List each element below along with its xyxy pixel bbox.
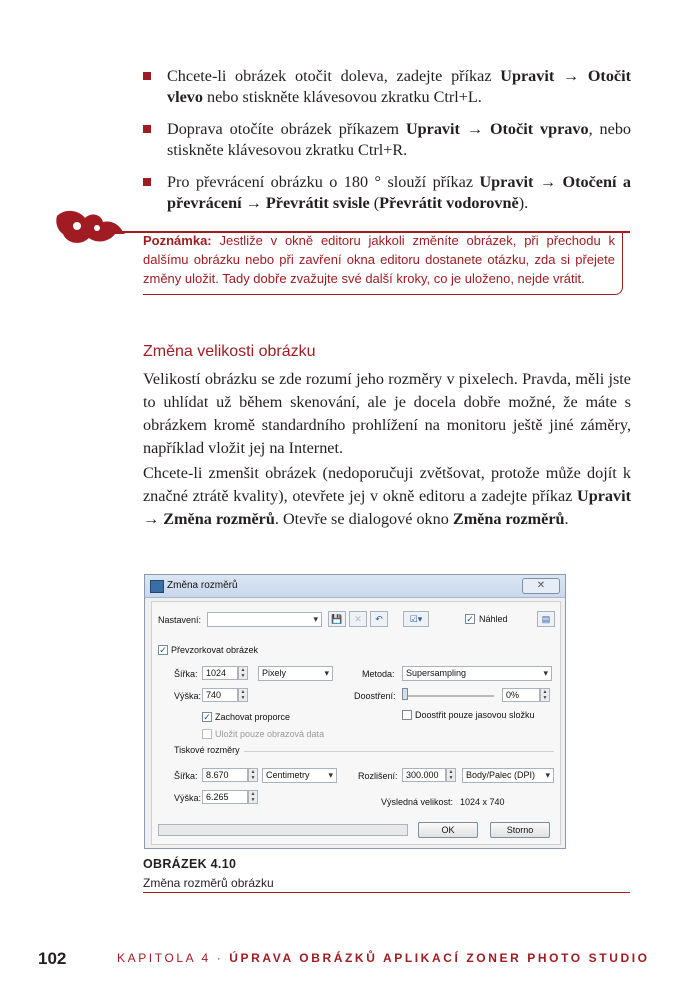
- resolution-input[interactable]: 300.000: [402, 768, 446, 782]
- note-text: Jestliže v okně editoru jakkoli změníte obrázek, při přechodu k dalšímu obrázku nebo při zavření okna editoru dostanete otázku, zda si přejete změny uložit. Tady dobře zvažujte své další kroky, co je uloženo, nejde vrátit.: [143, 233, 615, 286]
- preview-label: Náhled: [479, 614, 508, 624]
- method-label: Metoda:: [362, 669, 395, 679]
- print-group-label: Tiskové rozměry: [174, 745, 240, 755]
- bullet-list: [143, 66, 631, 225]
- print-height-label: Výška:: [174, 793, 202, 803]
- paragraph: Velikostí obrázku se zde rozumí jeho rozměry v pixelech. Pravda, měli jste to uhlídat už během skenování, ale je docela dobře možné, že máte s obrázkem kromě standardního prohlížení na monitoru ještě jiné záměry, například vložit jej na Internet.: [143, 370, 631, 457]
- paragraph: Chcete-li zmenšit obrázek (nedoporučuji zvětšovat, protože může dojít k značné ztrátě kvality), otevřete jej v okně editoru a zadejte příkaz Upravit → Změna rozměrů. Otevře se dialogové okno Změna rozměrů.: [143, 464, 631, 528]
- options-menu-icon[interactable]: ☑▾: [403, 611, 429, 627]
- figure-caption: Změna rozměrů obrázku: [143, 876, 274, 890]
- print-width-input[interactable]: 8.670: [202, 768, 248, 782]
- list-item: Chcete-li obrázek otočit doleva, zadejte příkaz Upravit → Otočit vlevo nebo stiskněte klávesovou zkratku Ctrl+L.: [143, 66, 631, 108]
- result-size-value: 1024 x 740: [460, 797, 505, 807]
- dialog-titlebar: [145, 575, 565, 598]
- preset-label: Nastavení:: [158, 615, 202, 625]
- width-unit-select[interactable]: Pixely ▾: [258, 666, 333, 681]
- width-spinner[interactable]: ▲ ▼: [238, 666, 248, 680]
- sharpen-slider-thumb[interactable]: [402, 688, 408, 700]
- keep-ratio-label: Zachovat proporce: [215, 712, 291, 722]
- resolution-unit-select[interactable]: Body/Palec (DPI) ▾: [462, 768, 554, 783]
- resize-dialog: [144, 574, 566, 849]
- note-label: Poznámka:: [143, 233, 212, 248]
- print-width-label: Šířka:: [174, 771, 198, 781]
- height-spinner[interactable]: ▲ ▼: [238, 688, 248, 702]
- resolution-label: Rozlišení:: [358, 771, 398, 781]
- note-quill-icon: [55, 208, 125, 248]
- list-item: Doprava otočíte obrázek příkazem Upravit → Otočit vpravo, nebo stiskněte klávesovou zkratku Ctrl+R.: [143, 119, 631, 161]
- undo-icon[interactable]: ↶: [370, 611, 388, 627]
- cancel-button[interactable]: Storno: [490, 822, 550, 838]
- print-height-input[interactable]: 6.265: [202, 790, 248, 804]
- resample-checkbox[interactable]: ✓: [159, 645, 167, 655]
- save-only-label: Uložit pouze obrazová data: [215, 729, 325, 739]
- save-only-checkbox[interactable]: [202, 729, 212, 739]
- save-preset-icon[interactable]: 💾: [328, 611, 346, 627]
- note-box: [143, 231, 623, 295]
- width-input[interactable]: 1024: [202, 666, 238, 680]
- caption-rule: [143, 892, 630, 893]
- preview-checkbox[interactable]: ✓: [466, 614, 474, 624]
- section-title: Změna velikosti obrázku: [143, 343, 316, 360]
- preset-select[interactable]: [207, 612, 322, 627]
- luma-only-checkbox[interactable]: [402, 710, 412, 720]
- sharpen-slider[interactable]: [404, 695, 494, 697]
- running-footer: KAPITOLA 4 · ÚPRAVA OBRÁZKŮ APLIKACÍ ZONER PHOTO STUDIO: [117, 951, 650, 965]
- ok-button[interactable]: OK: [418, 822, 478, 838]
- dialog-body: [151, 601, 561, 845]
- delete-preset-icon[interactable]: ✕: [349, 611, 367, 627]
- result-size-label: Výsledná velikost:: [381, 797, 454, 807]
- figure-label: OBRÁZEK 4.10: [143, 857, 237, 871]
- print-height-spinner[interactable]: ▲ ▼: [248, 790, 258, 804]
- resolution-spinner[interactable]: ▲ ▼: [446, 768, 456, 782]
- sharpen-spinner[interactable]: ▲ ▼: [540, 688, 550, 702]
- sharpen-input[interactable]: 0%: [502, 688, 540, 702]
- width-label: Šířka:: [174, 669, 198, 679]
- page-number: 102: [38, 949, 67, 968]
- keep-ratio-checkbox[interactable]: ✓: [203, 712, 211, 722]
- height-label: Výška:: [174, 691, 202, 701]
- panel-toggle-icon[interactable]: ▤: [537, 611, 555, 627]
- dialog-title: Změna rozměrů: [167, 580, 238, 591]
- height-input[interactable]: 740: [202, 688, 238, 702]
- print-unit-select[interactable]: Centimetry ▾: [262, 768, 337, 783]
- progress-bar: [158, 824, 408, 836]
- sharpen-label: Doostření:: [354, 691, 396, 701]
- method-select[interactable]: Supersampling ▾: [402, 666, 552, 681]
- luma-only-label: Doostřit pouze jasovou složku: [415, 710, 535, 720]
- resample-label: Převzorkovat obrázek: [171, 645, 259, 655]
- print-width-spinner[interactable]: ▲ ▼: [248, 768, 258, 782]
- print-group-divider: [244, 751, 554, 752]
- close-button[interactable]: ✕: [522, 578, 560, 594]
- app-icon: [150, 580, 164, 593]
- list-item: Pro převrácení obrázku o 180 ° slouží příkaz Upravit → Otočení a převrácení → Převrátit svisle (Převrátit vodorovně).: [143, 172, 631, 214]
